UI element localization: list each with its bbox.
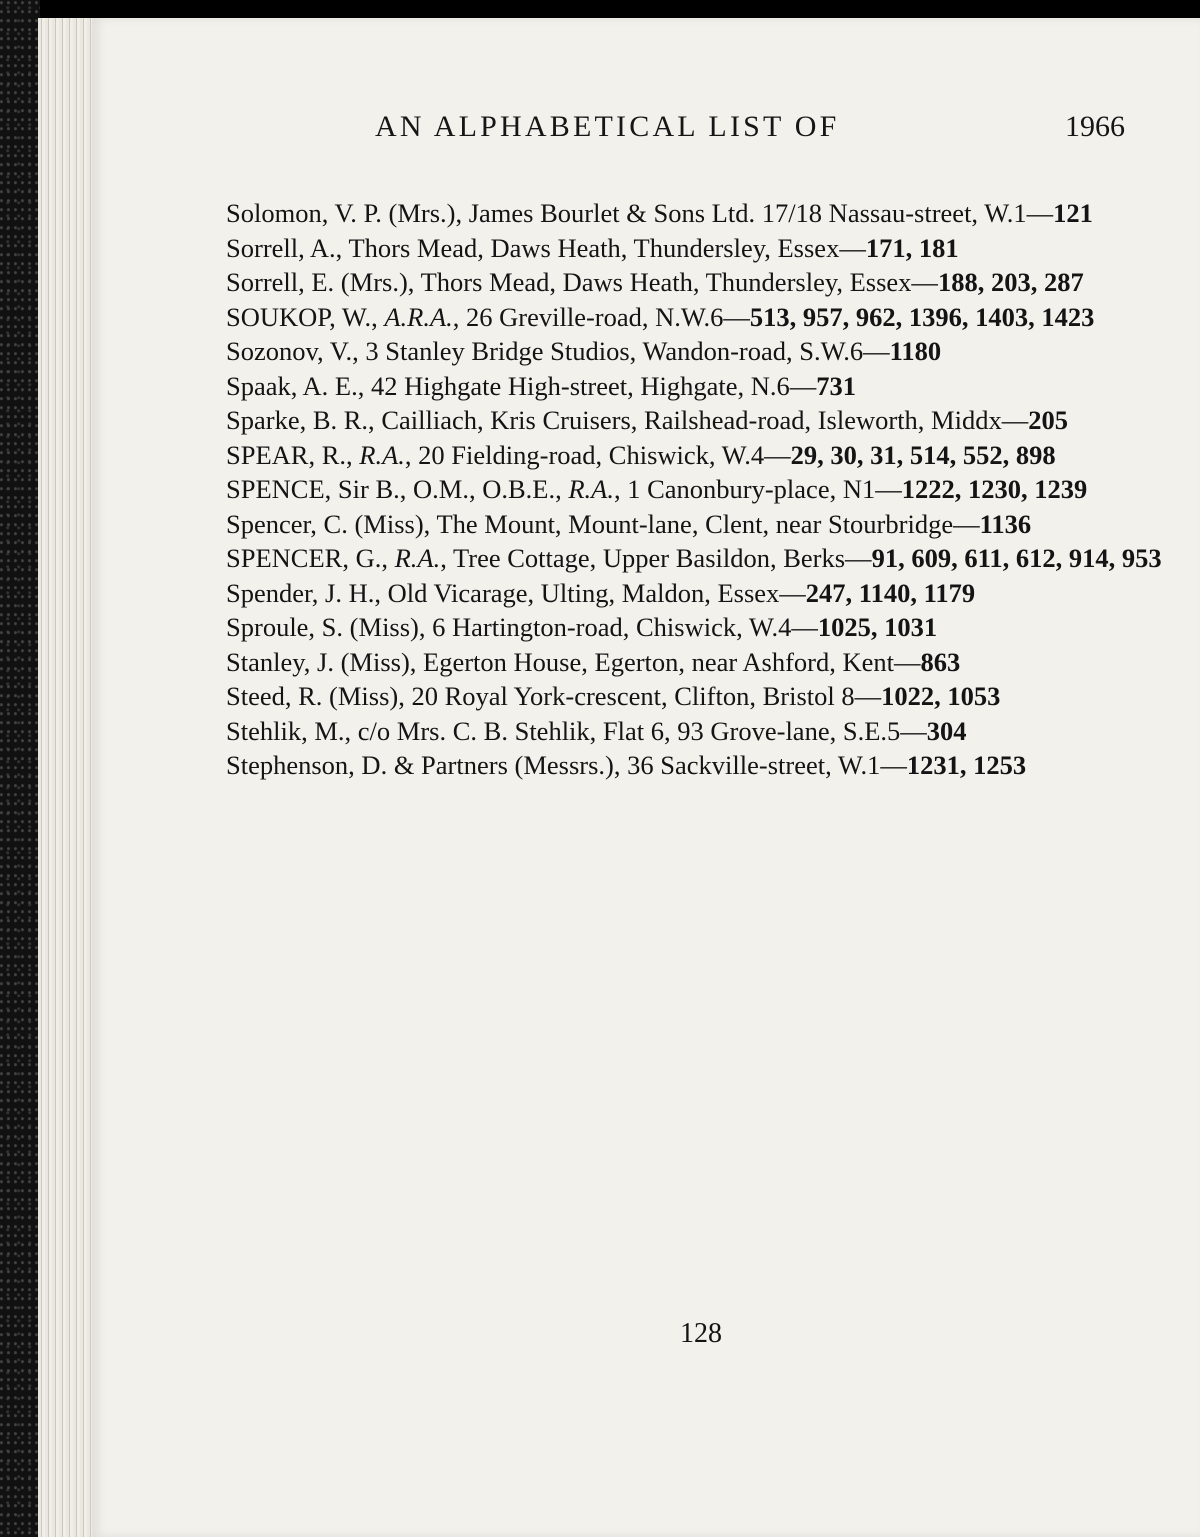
- entry-numbers: 121: [1053, 198, 1093, 228]
- list-entry: [226, 231, 1166, 266]
- entry-name: SOUKOP, W.,: [226, 301, 385, 332]
- list-entry: [226, 541, 1166, 576]
- entry-list: [226, 196, 1166, 783]
- entry-name: Stehlik, M.,: [226, 715, 358, 746]
- entry-name: Sproule, S. (Miss),: [226, 612, 433, 642]
- entry-numbers: 91, 609, 611, 612, 914, 953: [871, 543, 1162, 573]
- entry-address: , Tree Cottage, Upper Basildon, Berks—: [440, 543, 872, 573]
- list-entry: [226, 196, 1166, 231]
- list-entry: [226, 472, 1166, 507]
- entry-numbers: 1222, 1230, 1239: [901, 474, 1088, 504]
- entry-title: A.R.A.: [384, 301, 453, 332]
- running-header: [92, 110, 1200, 150]
- entry-address: , 1 Canonbury-place, N1—: [613, 474, 902, 504]
- entry-numbers: 247, 1140, 1179: [805, 577, 976, 608]
- entry-address: Old Vicarage, Ulting, Maldon, Essex—: [387, 577, 806, 608]
- entry-numbers: 29, 30, 31, 514, 552, 898: [790, 439, 1056, 470]
- entry-name: SPEAR, R.,: [226, 439, 360, 470]
- scan-border-top: [0, 0, 1200, 20]
- entry-numbers: 1180: [889, 336, 942, 366]
- list-entry: [226, 265, 1166, 300]
- list-entry: [226, 369, 1166, 404]
- entry-name: Spencer, C. (Miss),: [226, 508, 437, 539]
- entry-name: Solomon, V. P. (Mrs.),: [226, 198, 469, 228]
- entry-address: Thors Mead, Daws Heath, Thundersley, Essex—: [348, 232, 866, 263]
- entry-address: 36 Sackville-street, W.1—: [627, 750, 907, 780]
- entry-numbers: 863: [920, 646, 961, 677]
- page-edges: [38, 18, 98, 1537]
- entry-name: Spender, J. H.,: [226, 577, 388, 608]
- entry-name: Steed, R. (Miss),: [226, 681, 412, 711]
- entry-title: R.A.: [568, 474, 614, 504]
- entry-name: Sparke, B. R.,: [226, 405, 382, 435]
- scan-background: [0, 0, 40, 1537]
- entry-address: , 20 Fielding-road, Chiswick, W.4—: [404, 439, 791, 470]
- entry-name: Sorrell, A.,: [226, 232, 349, 263]
- list-entry: [226, 645, 1166, 680]
- entry-address: 42 Highgate High-street, Highgate, N.6—: [371, 370, 817, 401]
- entry-address: Thors Mead, Daws Heath, Thundersley, Essex—: [420, 267, 938, 297]
- entry-address: The Mount, Mount-lane, Clent, near Stourbridge—: [436, 508, 980, 539]
- list-entry: [226, 714, 1166, 749]
- entry-numbers: 304: [926, 715, 967, 746]
- entry-address: Cailliach, Kris Cruisers, Railshead-road, Isleworth, Middx—: [381, 405, 1029, 435]
- page-number: 128: [680, 1318, 722, 1349]
- entry-address: Egerton House, Egerton, near Ashford, Kent—: [423, 646, 921, 677]
- entry-name: Spaak, A. E.,: [226, 370, 371, 401]
- entry-address: c/o Mrs. C. B. Stehlik, Flat 6, 93 Grove-lane, S.E.5—: [357, 715, 927, 746]
- list-entry: [226, 679, 1166, 714]
- entry-title: R.A.: [359, 439, 405, 470]
- list-entry: [226, 334, 1166, 369]
- list-entry: [226, 748, 1166, 783]
- list-entry: [226, 300, 1166, 335]
- list-entry: [226, 576, 1166, 611]
- entry-name: Stephenson, D. & Partners (Messrs.),: [226, 750, 628, 780]
- entry-name: SPENCE, Sir B., O.M., O.B.E.,: [226, 474, 569, 504]
- entry-address: 6 Hartington-road, Chiswick, W.4—: [432, 612, 818, 642]
- entry-numbers: 1022, 1053: [881, 681, 1001, 711]
- entry-address: 20 Royal York-crescent, Clifton, Bristol 8—: [411, 681, 882, 711]
- entry-address: , 26 Greville-road, N.W.6—: [452, 301, 750, 332]
- entry-name: Stanley, J. (Miss),: [226, 646, 424, 677]
- entry-numbers: 1025, 1031: [817, 612, 938, 642]
- header-title: AN ALPHABETICAL LIST OF: [375, 110, 840, 143]
- entry-numbers: 171, 181: [865, 232, 959, 263]
- entry-name: SPENCER, G.,: [226, 543, 395, 573]
- entry-name: Sorrell, E. (Mrs.),: [226, 267, 421, 297]
- list-entry: [226, 610, 1166, 645]
- list-entry: [226, 403, 1166, 438]
- entry-numbers: 205: [1028, 405, 1068, 435]
- entry-numbers: 1136: [979, 508, 1032, 539]
- entry-address: James Bourlet & Sons Ltd. 17/18 Nassau-street, W.1—: [468, 198, 1054, 228]
- entry-numbers: 188, 203, 287: [937, 267, 1084, 297]
- entry-address: 3 Stanley Bridge Studios, Wandon-road, S.W.6—: [365, 336, 890, 366]
- entry-numbers: 731: [816, 370, 856, 401]
- list-entry: [226, 438, 1166, 473]
- entry-numbers: 1231, 1253: [906, 750, 1027, 780]
- entry-name: Sozonov, V.,: [226, 336, 366, 366]
- book-page: [92, 18, 1200, 1537]
- header-year: 1966: [1065, 110, 1125, 143]
- entry-numbers: 513, 957, 962, 1396, 1403, 1423: [749, 301, 1095, 332]
- list-entry: [226, 507, 1166, 542]
- entry-title: R.A.: [394, 543, 441, 573]
